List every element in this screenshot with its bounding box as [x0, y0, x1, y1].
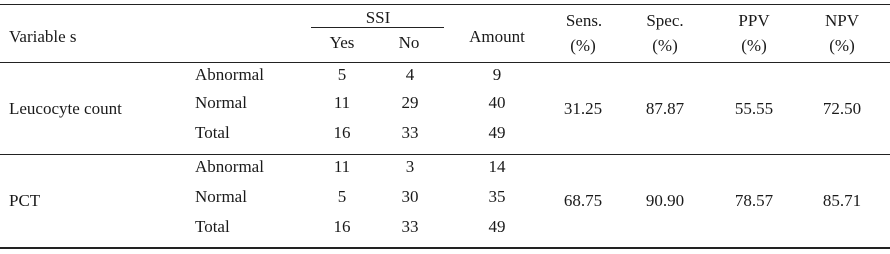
top-rule — [0, 4, 890, 5]
group-name: PCT — [9, 191, 41, 210]
cell-spec: 90.90 — [645, 191, 685, 210]
cell-ppv: 55.55 — [734, 99, 774, 118]
header-no: No — [398, 33, 420, 52]
header-npv-unit: (%) — [829, 36, 855, 55]
cell-amount: 49 — [488, 123, 506, 142]
cell-yes: 16 — [333, 123, 351, 142]
cell-sens: 31.25 — [563, 99, 603, 118]
cell-amount: 49 — [488, 217, 506, 236]
header-yes: Yes — [329, 33, 355, 52]
group-rule — [0, 154, 890, 155]
cell-npv: 72.50 — [822, 99, 862, 118]
cell-yes: 11 — [333, 93, 351, 112]
ssi-underline — [311, 27, 444, 28]
cell-yes: 11 — [333, 157, 351, 176]
cell-yes: 16 — [333, 217, 351, 236]
row-label: Normal — [195, 187, 247, 206]
cell-amount: 9 — [492, 65, 502, 84]
row-label: Abnormal — [195, 65, 264, 84]
cell-no: 4 — [405, 65, 415, 84]
cell-no: 29 — [401, 93, 419, 112]
row-label: Total — [195, 123, 230, 142]
header-ssi: SSI — [365, 8, 391, 27]
cell-yes: 5 — [337, 187, 347, 206]
cell-amount: 40 — [488, 93, 506, 112]
header-variables: Variable s — [9, 27, 77, 46]
header-amount: Amount — [469, 27, 525, 46]
header-ppv-unit: (%) — [741, 36, 767, 55]
header-npv: NPV — [824, 11, 860, 30]
bottom-rule — [0, 247, 890, 249]
cell-no: 33 — [401, 123, 419, 142]
header-spec: Spec. — [646, 11, 684, 30]
row-label: Abnormal — [195, 157, 264, 176]
cell-amount: 35 — [488, 187, 506, 206]
row-label: Normal — [195, 93, 247, 112]
cell-npv: 85.71 — [822, 191, 862, 210]
header-sens: Sens. — [565, 11, 603, 30]
cell-amount: 14 — [488, 157, 506, 176]
cell-no: 33 — [401, 217, 419, 236]
header-rule — [0, 62, 890, 63]
cell-sens: 68.75 — [563, 191, 603, 210]
group-name: Leucocyte count — [9, 99, 122, 118]
header-sens-unit: (%) — [570, 36, 596, 55]
cell-no: 3 — [405, 157, 415, 176]
cell-yes: 5 — [337, 65, 347, 84]
cell-no: 30 — [401, 187, 419, 206]
cell-ppv: 78.57 — [734, 191, 774, 210]
row-label: Total — [195, 217, 230, 236]
header-spec-unit: (%) — [652, 36, 678, 55]
header-ppv: PPV — [738, 11, 770, 30]
cell-spec: 87.87 — [645, 99, 685, 118]
